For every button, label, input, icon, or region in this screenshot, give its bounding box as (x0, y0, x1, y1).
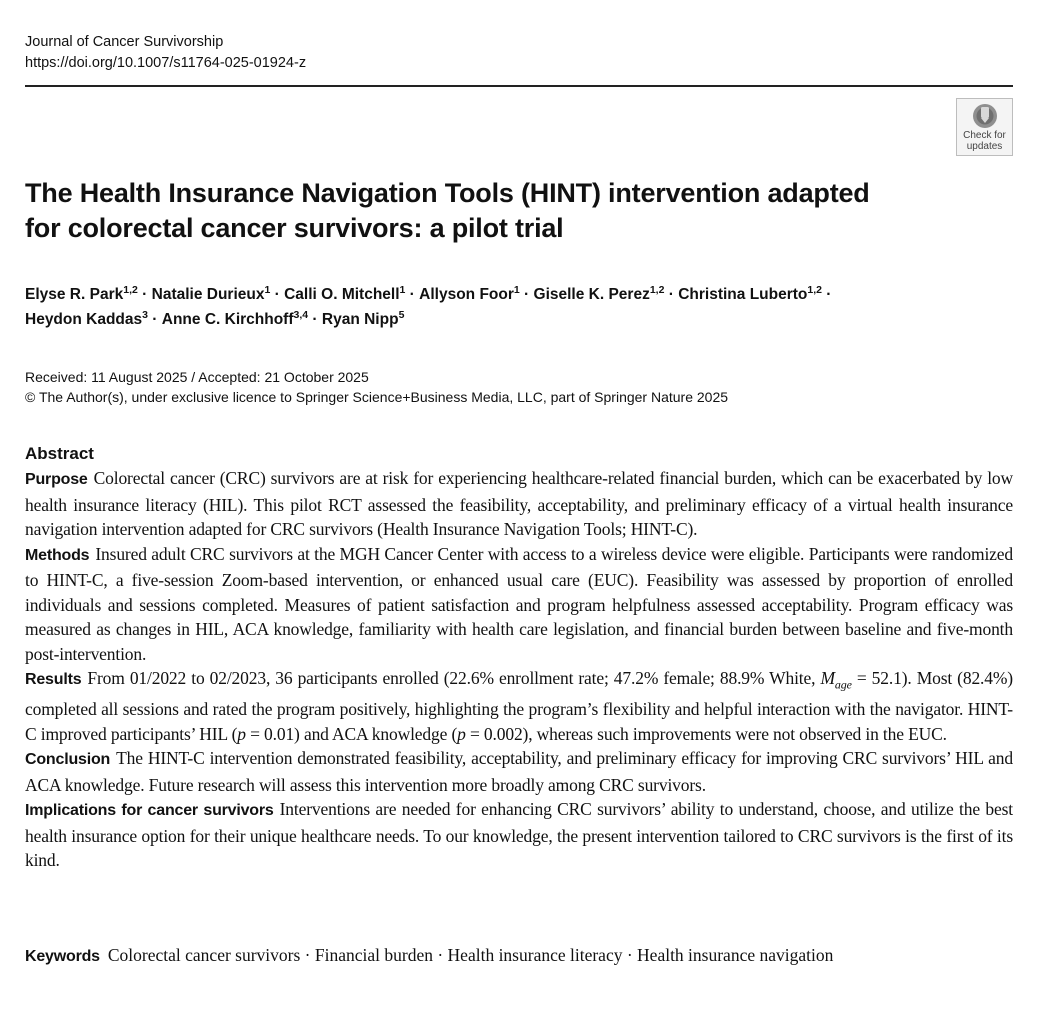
keywords-label: Keywords (25, 948, 100, 965)
doi-link[interactable]: https://doi.org/10.1007/s11764-025-01924-z (25, 55, 307, 71)
author-name: Christina Luberto (678, 286, 808, 303)
results-text-a: From 01/2022 to 02/2023, 36 participants enrolled (22.6% enrollment rate; 47.2% female; 88.9% White, (87, 668, 821, 688)
results-label: Results (25, 671, 82, 688)
journal-header (25, 32, 306, 74)
author-name: Allyson Foor (419, 286, 514, 303)
p1-value: = 0.01) and ACA knowledge ( (245, 723, 458, 744)
author-separator: · (519, 286, 534, 303)
abstract (25, 442, 1013, 873)
author-name: Ryan Nipp (321, 311, 399, 328)
abstract-results (25, 666, 1013, 746)
title-line-1: The Health Insurance Navigation Tools (HINT) intervention adapted (25, 178, 870, 208)
abstract-implications (25, 797, 1013, 873)
article-dates (25, 367, 728, 407)
author-name: Heydon Kaddas (25, 311, 143, 328)
received-accepted: Received: 11 August 2025 / Accepted: 21 October 2025 (25, 369, 369, 385)
author-list (25, 282, 1015, 332)
abstract-heading: Abstract (25, 444, 94, 463)
author[interactable] (419, 286, 533, 303)
implications-text: Interventions are needed for enhancing CRC survivors’ ability to understand, choose, and utilize the best health insurance option for their unique healthcare needs. To our knowledge, the present intervention tailored to CRC survivors is the first of its kind. (25, 799, 1013, 870)
methods-text: Insured adult CRC survivors at the MGH Cancer Center with access to a wireless device were eligible. Participants were randomized to HINT-C, a five-session Zoom-based intervention, or enhanced usual care (EUC). Feasibility was assessed by proportion of enrolled individuals and sessions completed. Measures of patient satisfaction and program helpfulness assessed acceptability. Program efficacy was measured as changes in HIL, ACA knowledge, familiarity with health care legislation, and financial burden between baseline and five-month post-intervention. (25, 543, 1013, 664)
author-affiliation: 1,2 (807, 284, 822, 296)
title-line-2: for colorectal cancer survivors: a pilot trial (25, 213, 564, 243)
header-rule (25, 85, 1013, 87)
m-subscript: age (834, 677, 852, 692)
m-symbol: M (820, 668, 835, 688)
check-badge-line1: Check for (963, 130, 1006, 141)
conclusion-text: The HINT-C intervention demonstrated feasibility, acceptability, and preliminary efficacy for improving CRC survivors’ HIL and ACA knowledge. Future research will assess this intervention more broadly among CRC survivors. (25, 748, 1013, 795)
author-affiliation: 3 (142, 309, 148, 321)
author-separator: · (270, 286, 285, 303)
keywords-text: Colorectal cancer survivors · Financial burden · Health insurance literacy · Health insurance navigation (107, 945, 834, 965)
conclusion-label: Conclusion (25, 751, 111, 768)
author-affiliation: 5 (398, 309, 405, 321)
purpose-label: Purpose (25, 471, 88, 488)
author[interactable] (25, 286, 152, 303)
p-symbol-2: p (457, 723, 466, 744)
author-affiliation: 1,2 (649, 284, 665, 296)
author[interactable] (25, 311, 162, 328)
methods-label: Methods (25, 546, 90, 564)
abstract-purpose (25, 466, 1013, 542)
purpose-text: Colorectal cancer (CRC) survivors are at risk for experiencing healthcare-related financial burden, which can be exacerbated by low health insurance literacy (HIL). This pilot RCT assessed the feasibility, acceptability, and preliminary efficacy of a virtual health insurance navigation intervention adapted for CRC survivors (Health Insurance Navigation Tools; HINT-C). (25, 468, 1013, 539)
author-affiliation: 1 (399, 284, 406, 296)
author-separator: · (405, 286, 420, 303)
implications-label: Implications for cancer survivors (25, 802, 274, 819)
author-affiliation: 1,2 (123, 284, 138, 296)
author[interactable] (162, 311, 322, 328)
results-text-b: = 52.1). Most (82.4%) completed all sessions and rated the program positively, highlighting the program’s flexibility and helpful interaction with the navigator. HINT-C improved participants’ HIL ( (25, 668, 1013, 744)
article-title (25, 176, 965, 246)
author[interactable] (534, 286, 679, 303)
copyright: © The Author(s), under exclusive licence to Springer Science+Business Media, LLC, part of Springer Nature 2025 (25, 389, 729, 405)
keywords (25, 943, 1013, 969)
author-separator: · (308, 311, 322, 328)
author-separator: · (147, 311, 162, 328)
check-badge-line2: updates (966, 141, 1003, 152)
abstract-methods (25, 542, 1013, 667)
author-separator: · (137, 286, 152, 303)
author-name: Calli O. Mitchell (284, 286, 400, 303)
author-name: Giselle K. Perez (533, 286, 650, 303)
author-name: Elyse R. Park (25, 286, 124, 303)
author-name: Natalie Durieux (151, 286, 265, 303)
author-separator: · (822, 286, 832, 303)
author[interactable] (152, 286, 284, 303)
author[interactable] (284, 286, 419, 303)
author-affiliation: 1 (513, 284, 520, 296)
check-for-updates-badge[interactable] (956, 98, 1013, 156)
author-affiliation: 1 (264, 284, 271, 296)
author[interactable] (322, 311, 405, 328)
author-affiliation: 3,4 (293, 309, 309, 321)
author[interactable] (678, 286, 831, 303)
p2-value: = 0.002), whereas such improvements were not observed in the EUC. (465, 723, 947, 744)
author-name: Anne C. Kirchhoff (161, 311, 294, 328)
journal-name: Journal of Cancer Survivorship (25, 34, 224, 50)
abstract-conclusion (25, 746, 1013, 797)
author-separator: · (664, 286, 679, 303)
crossmark-icon (970, 102, 1000, 130)
p-symbol-1: p (237, 723, 246, 744)
